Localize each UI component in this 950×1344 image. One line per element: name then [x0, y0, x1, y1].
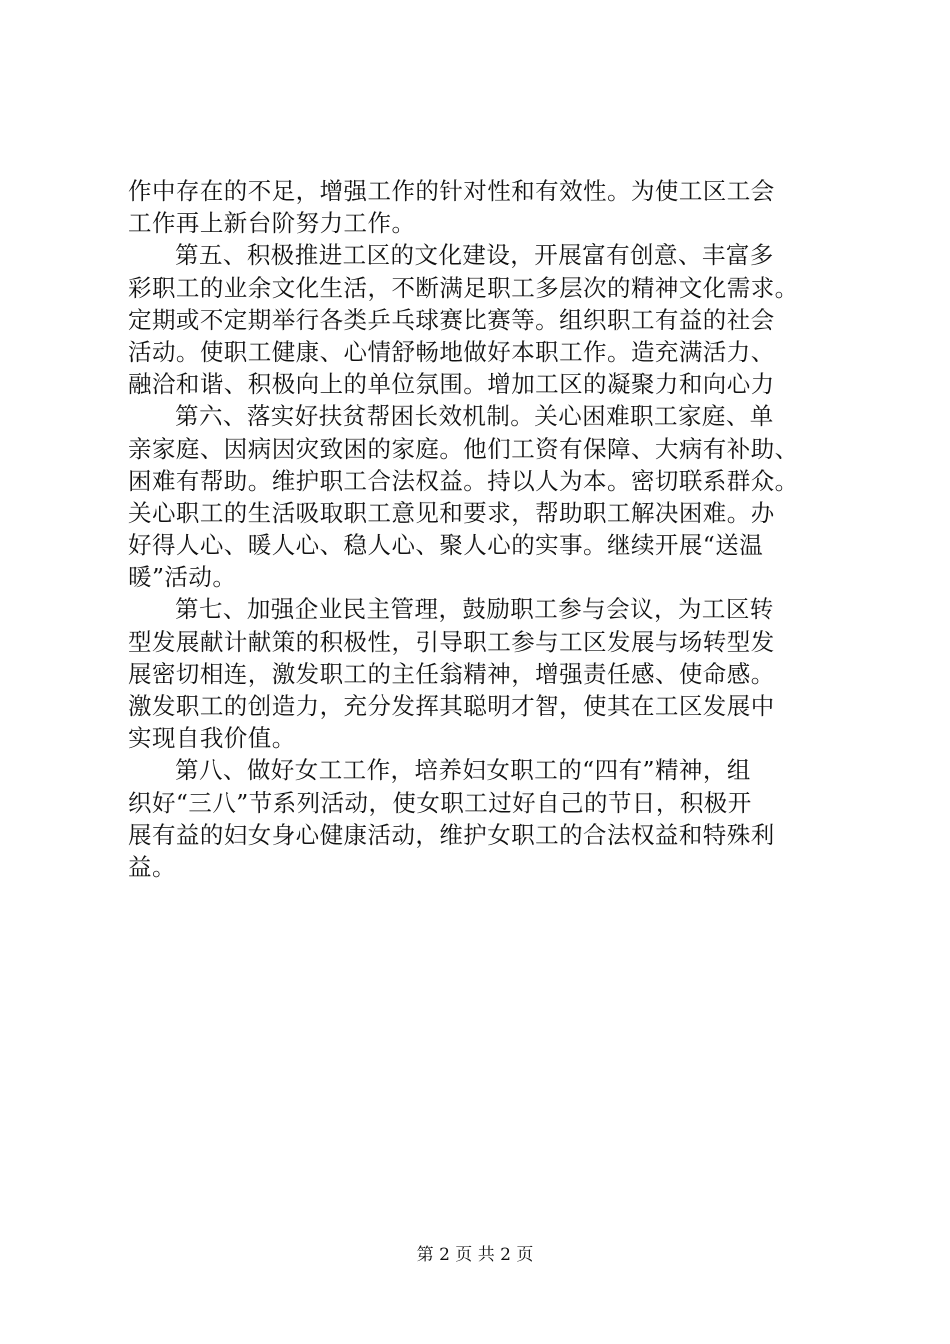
paragraph-start-line: 第七、加强企业民主管理，鼓励职工参与会议，为工区转	[175, 595, 774, 624]
text-line: 展有益的妇女身心健康活动，维护女职工的合法权益和特殊利	[128, 820, 775, 849]
page-number-label: 第 2 页 共 2 页	[416, 1245, 534, 1265]
text-line: 亲家庭、因病因灾致困的家庭。他们工资有保障、大病有补助、	[128, 434, 799, 463]
text-line: 织好“三八”节系列活动，使女职工过好自己的节日，积极开	[128, 788, 752, 817]
text-line: 彩职工的业余文化生活，不断满足职工多层次的精神文化需求。	[128, 273, 799, 302]
document-body	[128, 175, 838, 883]
text-line: 工作再上新台阶努力工作。	[128, 209, 416, 238]
text-line: 益。	[128, 852, 176, 881]
text-line: 作中存在的不足，增强工作的针对性和有效性。为使工区工会	[128, 177, 775, 205]
text-line: 关心职工的生活吸取职工意见和要求，帮助职工解决困难。办	[128, 498, 775, 527]
text-line: 融洽和谐、积极向上的单位氛围。增加工区的凝聚力和向心力	[128, 370, 775, 399]
text-line: 激发职工的创造力，充分发挥其聪明才智，使其在工区发展中	[128, 692, 775, 720]
paragraph-start-line: 第六、落实好扶贫帮困长效机制。关心困难职工家庭、单	[175, 402, 774, 431]
text-line: 型发展献计献策的积极性，引导职工参与工区发展与场转型发	[128, 627, 775, 656]
paragraph-start-line: 第五、积极推进工区的文化建设，开展富有创意、丰富多	[175, 241, 774, 270]
text-line: 暖”活动。	[128, 563, 237, 592]
text-line: 实现自我价值。	[128, 724, 296, 753]
text-line: 好得人心、暖人心、稳人心、聚人心的实事。继续开展“送温	[128, 531, 764, 560]
text-line: 活动。使职工健康、心情舒畅地做好本职工作。造充满活力、	[128, 337, 775, 366]
page-footer	[0, 1243, 950, 1267]
text-line: 展密切相连，激发职工的主任翁精神，增强责任感、使命感。	[128, 659, 775, 688]
text-line: 定期或不定期举行各类乒乓球赛比赛等。组织职工有益的社会	[128, 305, 775, 334]
text-line: 困难有帮助。维护职工合法权益。持以人为本。密切联系群众。	[128, 466, 799, 495]
paragraph-start-line: 第八、做好女工工作，培养妇女职工的“四有”精神，组	[175, 756, 751, 785]
